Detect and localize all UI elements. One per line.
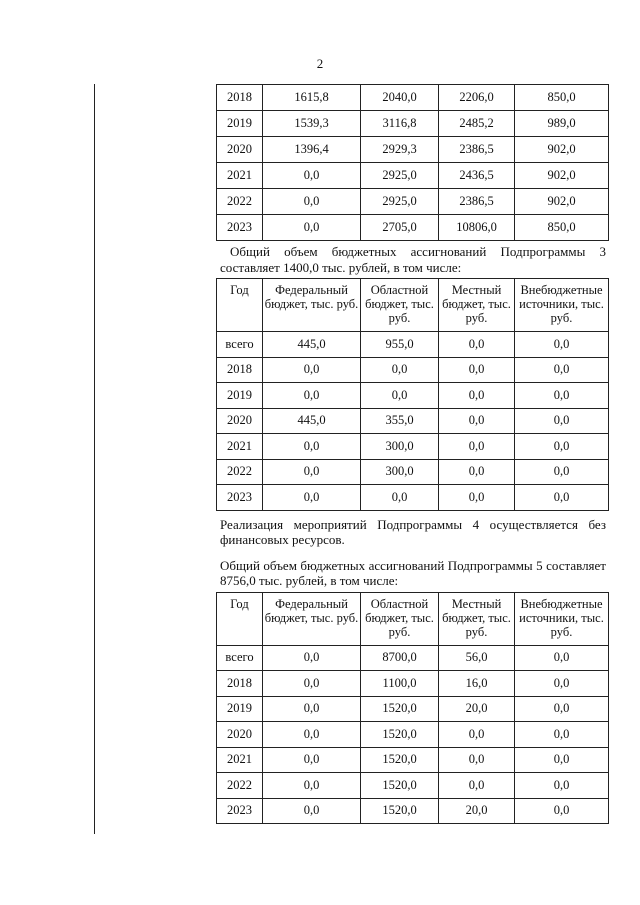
value-cell: 0,0 (515, 671, 609, 697)
value-cell: 0,0 (361, 383, 439, 409)
value-cell: 0,0 (515, 485, 609, 511)
value-cell: 0,0 (439, 459, 515, 485)
value-cell: 1539,3 (263, 111, 361, 137)
value-cell: 0,0 (439, 773, 515, 799)
value-cell: 0,0 (439, 408, 515, 434)
table-row (217, 408, 609, 434)
value-cell: 1520,0 (361, 773, 439, 799)
year-cell: 2020 (217, 408, 263, 434)
table-row (217, 747, 609, 773)
value-cell: 0,0 (361, 485, 439, 511)
table-row (217, 722, 609, 748)
year-cell: 2021 (217, 163, 263, 189)
value-cell: 0,0 (263, 189, 361, 215)
column-header: Год (217, 592, 263, 645)
value-cell: 1520,0 (361, 722, 439, 748)
value-cell: 1520,0 (361, 798, 439, 824)
column-header: Областной бюджет, тыс. руб. (361, 279, 439, 332)
year-cell: 2019 (217, 696, 263, 722)
value-cell: 20,0 (439, 696, 515, 722)
value-cell: 300,0 (361, 459, 439, 485)
value-cell: 0,0 (439, 383, 515, 409)
value-cell: 0,0 (439, 722, 515, 748)
year-cell: 2021 (217, 434, 263, 460)
table-row (217, 459, 609, 485)
subprogram-3-summary: Общий объем бюджетных ассигнований Подпрограммы 3 составляет 1400,0 тыс. рублей, в том числе: (220, 244, 606, 275)
year-cell: 2023 (217, 215, 263, 241)
year-cell: 2018 (217, 671, 263, 697)
value-cell: 0,0 (439, 747, 515, 773)
year-cell: 2019 (217, 383, 263, 409)
value-cell: 0,0 (439, 332, 515, 358)
column-header: Местный бюджет, тыс. руб. (439, 279, 515, 332)
value-cell: 0,0 (439, 434, 515, 460)
value-cell: 902,0 (515, 163, 609, 189)
table5-header-row (217, 592, 609, 645)
value-cell: 0,0 (263, 722, 361, 748)
table-row (217, 215, 609, 241)
table5-body (217, 645, 609, 824)
value-cell: 0,0 (515, 408, 609, 434)
table-row (217, 163, 609, 189)
table3-header-row (217, 279, 609, 332)
table-row (217, 137, 609, 163)
table-row (217, 645, 609, 671)
year-cell: 2021 (217, 747, 263, 773)
value-cell: 0,0 (439, 485, 515, 511)
year-cell: 2023 (217, 798, 263, 824)
value-cell: 0,0 (515, 645, 609, 671)
value-cell: 2925,0 (361, 189, 439, 215)
value-cell: 2705,0 (361, 215, 439, 241)
value-cell: 0,0 (263, 163, 361, 189)
value-cell: 0,0 (263, 383, 361, 409)
year-cell: 2020 (217, 722, 263, 748)
value-cell: 0,0 (263, 357, 361, 383)
column-header: Федеральный бюджет, тыс. руб. (263, 279, 361, 332)
value-cell: 2386,5 (439, 137, 515, 163)
table-row (217, 332, 609, 358)
value-cell: 3116,8 (361, 111, 439, 137)
value-cell: 2386,5 (439, 189, 515, 215)
year-cell: всего (217, 332, 263, 358)
value-cell: 0,0 (515, 459, 609, 485)
value-cell: 0,0 (263, 747, 361, 773)
value-cell: 1396,4 (263, 137, 361, 163)
value-cell: 445,0 (263, 332, 361, 358)
value-cell: 8700,0 (361, 645, 439, 671)
year-cell: 2023 (217, 485, 263, 511)
value-cell: 0,0 (515, 434, 609, 460)
value-cell: 0,0 (263, 485, 361, 511)
year-cell: 2018 (217, 357, 263, 383)
table-row (217, 357, 609, 383)
value-cell: 2206,0 (439, 85, 515, 111)
value-cell: 0,0 (263, 671, 361, 697)
year-cell: всего (217, 645, 263, 671)
value-cell: 300,0 (361, 434, 439, 460)
value-cell: 955,0 (361, 332, 439, 358)
value-cell: 2040,0 (361, 85, 439, 111)
value-cell: 0,0 (515, 383, 609, 409)
value-cell: 0,0 (515, 696, 609, 722)
value-cell: 0,0 (515, 773, 609, 799)
table-row (217, 85, 609, 111)
value-cell: 1520,0 (361, 747, 439, 773)
value-cell: 0,0 (263, 645, 361, 671)
table-row (217, 189, 609, 215)
value-cell: 56,0 (439, 645, 515, 671)
value-cell: 2929,3 (361, 137, 439, 163)
year-cell: 2022 (217, 189, 263, 215)
value-cell: 0,0 (515, 747, 609, 773)
subprogram-2-funding-table (216, 84, 609, 241)
table-row (217, 671, 609, 697)
value-cell: 902,0 (515, 189, 609, 215)
value-cell: 16,0 (439, 671, 515, 697)
value-cell: 0,0 (515, 722, 609, 748)
value-cell: 1100,0 (361, 671, 439, 697)
table3-body (217, 332, 609, 511)
value-cell: 0,0 (263, 459, 361, 485)
table-row (217, 111, 609, 137)
table-row (217, 434, 609, 460)
year-cell: 2022 (217, 773, 263, 799)
table-row (217, 773, 609, 799)
table1-body (217, 85, 609, 241)
value-cell: 850,0 (515, 85, 609, 111)
subprogram-5-funding-table (216, 592, 609, 825)
value-cell: 0,0 (361, 357, 439, 383)
left-column-border (94, 84, 95, 834)
subprogram-4-note: Реализация мероприятий Подпрограммы 4 осуществляется без финансовых ресурсов. (220, 516, 606, 547)
column-header: Внебюджетные источники, тыс. руб. (515, 279, 609, 332)
page-number: 2 (316, 56, 324, 71)
year-cell: 2019 (217, 111, 263, 137)
table-row (217, 485, 609, 511)
value-cell: 0,0 (263, 798, 361, 824)
value-cell: 1520,0 (361, 696, 439, 722)
table-row (217, 696, 609, 722)
value-cell: 355,0 (361, 408, 439, 434)
column-header: Внебюджетные источники, тыс. руб. (515, 592, 609, 645)
value-cell: 0,0 (263, 215, 361, 241)
value-cell: 0,0 (515, 332, 609, 358)
value-cell: 445,0 (263, 408, 361, 434)
value-cell: 20,0 (439, 798, 515, 824)
value-cell: 0,0 (263, 434, 361, 460)
value-cell: 10806,0 (439, 215, 515, 241)
document-body (216, 84, 608, 824)
value-cell: 2485,2 (439, 111, 515, 137)
value-cell: 1615,8 (263, 85, 361, 111)
value-cell: 0,0 (439, 357, 515, 383)
value-cell: 0,0 (263, 696, 361, 722)
value-cell: 989,0 (515, 111, 609, 137)
column-header: Местный бюджет, тыс. руб. (439, 592, 515, 645)
column-header: Год (217, 279, 263, 332)
value-cell: 0,0 (515, 798, 609, 824)
table-row (217, 798, 609, 824)
column-header: Областной бюджет, тыс. руб. (361, 592, 439, 645)
year-cell: 2022 (217, 459, 263, 485)
value-cell: 0,0 (263, 773, 361, 799)
value-cell: 902,0 (515, 137, 609, 163)
table-row (217, 383, 609, 409)
subprogram-5-summary: Общий объем бюджетных ассигнований Подпрограммы 5 составляет 8756,0 тыс. рублей, в том числе: (220, 557, 606, 588)
value-cell: 2436,5 (439, 163, 515, 189)
value-cell: 2925,0 (361, 163, 439, 189)
year-cell: 2018 (217, 85, 263, 111)
subprogram-3-funding-table (216, 278, 609, 511)
column-header: Федеральный бюджет, тыс. руб. (263, 592, 361, 645)
value-cell: 0,0 (515, 357, 609, 383)
year-cell: 2020 (217, 137, 263, 163)
value-cell: 850,0 (515, 215, 609, 241)
